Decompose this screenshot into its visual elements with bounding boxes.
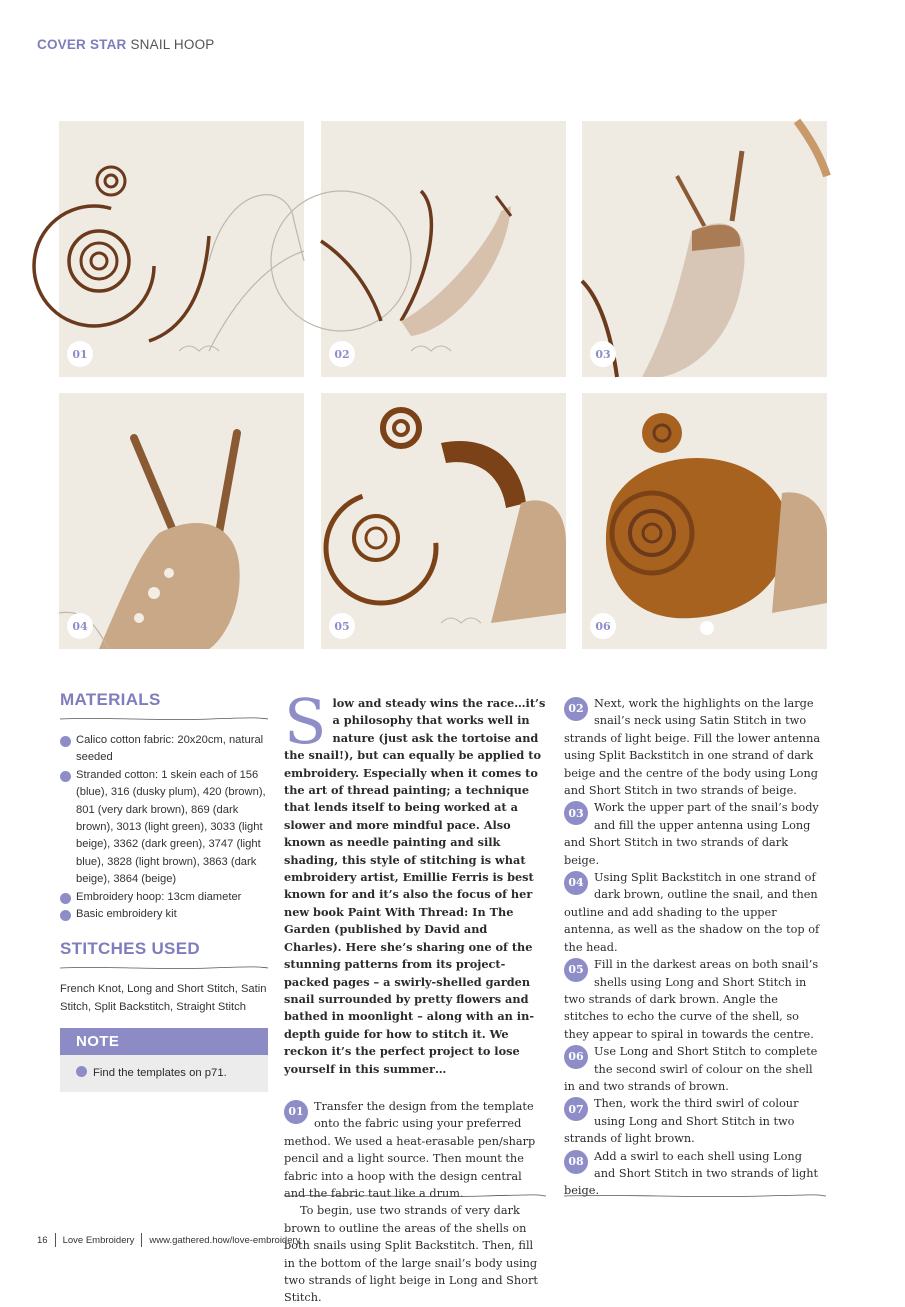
- section-kicker: COVER STAR: [37, 37, 127, 52]
- website-link[interactable]: www.gathered.how/love-embroidery: [149, 1234, 301, 1246]
- step-08: [564, 1148, 826, 1200]
- thread-bullet-icon: [60, 736, 71, 747]
- step-photo-6: [582, 393, 827, 649]
- list-item: [60, 767, 268, 889]
- step-photo-5: [321, 393, 566, 649]
- column-end-rule: [284, 1193, 546, 1199]
- step-badge: 06: [590, 613, 616, 639]
- list-item: [60, 906, 268, 923]
- material-text: Embroidery hoop: 13cm diameter: [76, 890, 242, 903]
- footer-divider: [55, 1233, 56, 1247]
- list-item: [60, 732, 268, 767]
- step-badge: 03: [590, 341, 616, 367]
- step-text: Transfer the design from the template onto the fabric using your preferred method. We used a heat-erasable pen/sharp pencil and a light source. Then mount the fabric into a hoop with the design central and the fabric taut like a drum.: [284, 1099, 536, 1200]
- note-text: Find the templates on p71.: [93, 1067, 227, 1080]
- step-number: 02: [564, 697, 588, 721]
- list-item: [60, 889, 268, 906]
- note-box: [60, 1028, 268, 1092]
- step-photo-3: [582, 121, 827, 377]
- step-number: 05: [564, 958, 588, 982]
- photo-illustration: [321, 393, 566, 649]
- drop-cap: S: [284, 685, 327, 758]
- article-column-2: [564, 695, 826, 1200]
- running-head: [37, 37, 215, 52]
- step-badge: 04: [67, 613, 93, 639]
- photo-illustration: [59, 393, 304, 649]
- step-badge: 05: [329, 613, 355, 639]
- step-number: 07: [564, 1097, 588, 1121]
- step-01: [284, 1098, 546, 1202]
- step-text: Then, work the third swirl of colour using Long and Short Stitch in two strands of light brown.: [564, 1097, 799, 1146]
- photo-illustration: [582, 121, 827, 377]
- photo-illustration: [321, 121, 566, 377]
- step-badge: 02: [329, 341, 355, 367]
- step-03: [564, 799, 826, 869]
- photo-illustration: [582, 393, 827, 649]
- step-text: Next, work the highlights on the large snail’s neck using Satin Stitch in two strands of light beige. Fill the lower antenna using Split Backstitch in one strand of dark beige and the centre of the body using Long and Short Stitch in two strands of beige.: [564, 697, 821, 798]
- step-04: [564, 869, 826, 956]
- intro-text: low and steady wins the race…it’s a philosophy that works well in nature (just ask the tortoise and the snail!), but can equally be applied to embroidery. Especially when it comes to the art of thread painting; a technique that lends itself to being worked at a slower and more mindful pace. Also known as needle painting and silk shading, this style of stitching is what embroidery artist, Emillie Ferris is best known for and it’s also the focus of her new book Paint With Thread: In The Garden (published by David and Charles). Here she’s sharing one of the stunning patterns from its project-packed pages – a swirly-shelled garden snail surrounded by pretty flowers and bathed in moonlight – along with an in-depth guide for how to stitch it. We reckon it’s the perfect project to lose yourself in this summer…: [284, 696, 546, 1076]
- step-text: Add a swirl to each shell using Long and Short Stitch in two strands of light beige.: [564, 1149, 819, 1198]
- step-02: [564, 695, 826, 799]
- heading-rule: [60, 965, 268, 971]
- step-text: Fill in the darkest areas on both snail’s shells using Long and Short Stitch in two strands of dark brown. Angle the stitches to echo the curve of the shell, so they appear to spiral in towards the centre.: [564, 958, 819, 1041]
- material-text: Stranded cotton: 1 skein each of 156 (blue), 316 (dusky plum), 420 (brown), 801 (very dark brown), 869 (dark brown), 3013 (light green), 3033 (light beige), 3362 (dark green), 3747 (light blue), 3828 (light brown), 3863 (dark beige), 3864 (beige): [76, 768, 266, 886]
- magazine-name: Love Embroidery: [62, 1234, 135, 1246]
- step-photo-2: [321, 121, 566, 377]
- stitches-text: French Knot, Long and Short Stitch, Satin Stitch, Split Backstitch, Straight Stitch: [60, 983, 267, 1013]
- step-number: 01: [284, 1100, 308, 1124]
- intro-paragraph: [284, 685, 546, 1078]
- footer-divider: [141, 1233, 142, 1247]
- thread-bullet-icon: [60, 771, 71, 782]
- note-body: [60, 1055, 268, 1092]
- stitches-heading: STITCHES USED: [60, 939, 200, 959]
- note-heading: NOTE: [60, 1028, 268, 1055]
- step-badge: 01: [67, 341, 93, 367]
- photo-illustration: [59, 121, 304, 377]
- thread-bullet-icon: [60, 893, 71, 904]
- column-end-rule: [564, 1193, 826, 1199]
- step-text: Work the upper part of the snail’s body and fill the upper antenna using Long and Short Stitch in two strands of dark beige.: [564, 801, 819, 867]
- section-title: SNAIL HOOP: [130, 37, 215, 52]
- step-06: [564, 1043, 826, 1095]
- materials-heading: MATERIALS: [60, 690, 161, 709]
- step-number: 04: [564, 871, 588, 895]
- materials-list: [60, 732, 268, 923]
- page-number: 16: [37, 1234, 48, 1246]
- step-photo-1: [59, 121, 304, 377]
- step-continuation: To begin, use two strands of very dark brown to outline the areas of the shells on both snails using Split Backstitch. Then, fill in the bottom of the large snail’s body using two strands of light beige in Long and Short Stitch.: [284, 1204, 538, 1305]
- step-05: [564, 956, 826, 1043]
- step-photo-4: [59, 393, 304, 649]
- thread-bullet-icon: [76, 1066, 87, 1077]
- sidebar: [60, 690, 268, 1092]
- step-text: Using Split Backstitch in one strand of dark brown, outline the snail, and then outline and add shading to the upper antenna, as well as the shadow on the top of the head.: [564, 871, 820, 954]
- step-07: [564, 1095, 826, 1147]
- step-number: 06: [564, 1045, 588, 1069]
- step-number: 03: [564, 801, 588, 825]
- heading-rule: [60, 716, 268, 722]
- step-text: Use Long and Short Stitch to complete the second swirl of colour on the shell in and two strands of brown.: [564, 1045, 818, 1093]
- page-footer: [37, 1233, 300, 1247]
- material-text: Basic embroidery kit: [76, 908, 177, 921]
- article-column-1: [284, 685, 546, 1307]
- thread-bullet-icon: [60, 910, 71, 921]
- material-text: Calico cotton fabric: 20x20cm, natural seeded: [76, 734, 264, 764]
- step-number: 08: [564, 1150, 588, 1174]
